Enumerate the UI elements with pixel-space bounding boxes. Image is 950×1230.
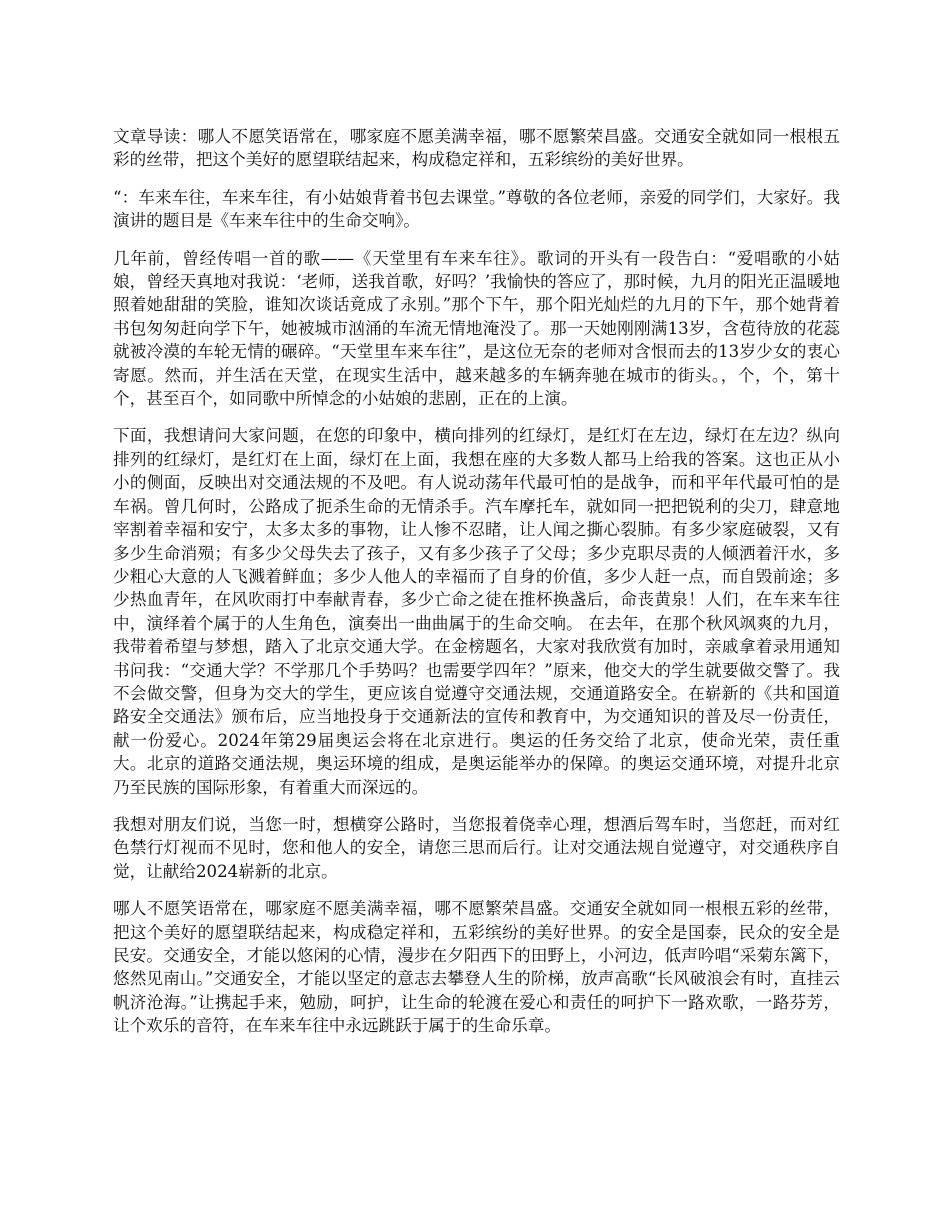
document-body — [113, 125, 840, 1052]
paragraph-greeting: “：车来车往，车来车往，有小姑娘背着书包去课堂。”尊敬的各位老师，亲爱的同学们，大家好。我演讲的题目是《车来车往中的生命交响》。 — [113, 187, 840, 231]
paragraph-story: 几年前，曾经传唱一首的歌——《天堂里有车来车往》。歌词的开头有一段告白：“爱唱歌的小姑娘，曾经天真地对我说：‘老师，送我首歌，好吗？’我愉快的答应了，那时候，九月的阳光正温暖地照着她甜甜的笑脸，谁知次谈话竟成了永别。”那个下午，那个阳光灿烂的九月的下午，那个她背着书包匆匆赶向学下午，她被城市汹涌的车流无情地淹没了。那一天她刚刚满13岁，含苞待放的花蕊就被冷漠的车轮无情的碾碎。“天堂里车来车往”，是这位无奈的老师对含恨而去的13岁少女的衷心寄愿。然而，并生活在天堂，在现实生活中，越来越多的车辆奔驰在城市的街头。，个，个，第十个，甚至百个，如同歌中所悼念的小姑娘的悲剧，正在的上演。 — [113, 248, 840, 409]
paragraph-intro: 文章导读：哪人不愿笑语常在，哪家庭不愿美满幸福，哪不愿繁荣昌盛。交通安全就如同一根根五彩的丝带，把这个美好的愿望联结起来，构成稳定祥和，五彩缤纷的美好世界。 — [113, 127, 840, 170]
paragraph-conclusion: 哪人不愿笑语常在，哪家庭不愿美满幸福，哪不愿繁荣昌盛。交通安全就如同一根根五彩的丝带，把这个美好的愿望联结起来，构成稳定祥和，五彩缤纷的美好世界。的安全是国泰，民众的安全是民安。交通安全，才能以悠闲的心情，漫步在夕阳西下的田野上，小河边，低声吟唱“采菊东篱下，悠然见南山。”交通安全，才能以坚定的意志去攀登人生的阶梯，放声高歌“长风破浪会有时，直挂云帆济沧海。”让携起手来，勉励，呵护，让生命的轮渡在爱心和责任的呵护下一路欢歌，一路芬芳，让个欢乐的音符，在车来车往中永远跳跃于属于的生命乐章。 — [113, 899, 840, 1036]
paragraph-appeal: 我想对朋友们说，当您一时，想横穿公路时，当您报着侥幸心理，想酒后驾车时，当您赶，而对红色禁行灯视而不见时，您和他人的安全，请您三思而后行。让对交通法规自觉遵守，对交通秩序自觉，让献给2024崭新的北京。 — [113, 814, 840, 881]
paragraph-question: 下面，我想请问大家问题，在您的印象中，横向排列的红绿灯，是红灯在左边，绿灯在左边？纵向排列的红绿灯，是红灯在上面，绿灯在上面，我想在座的大多数人都马上给我的答案。这也正从小小的侧面，反映出对交通法规的不及吧。有人说动荡年代最可怕的是战争，而和平年代最可怕的是车祸。曾几何时，公路成了扼杀生命的无情杀手。汽车摩托车，就如同一把把锐利的尖刀，肆意地宰割着幸福和安宁，太多太多的事物，让人惨不忍睹，让人闻之撕心裂肺。有多少家庭破裂，又有多少生命消殒；有多少父母失去了孩子，又有多少孩子了父母；多少克职尽责的人倾洒着汗水，多少粗心大意的人飞溅着鲜血；多少人他人的幸福而了自身的价值，多少人赶一点，而自毁前途；多少热血青年，在风吹雨打中奉献青春，多少亡命之徒在推杯换盏后，命丧黄泉！人们，在车来车往中，演绎着个属于的人生角色，演奏出一曲曲属于的生命交响。 在去年，在那个秋风飒爽的九月，我带着希望与梦想，踏入了北京交通大学。在金榜题名，大家对我欣赏有加时，亲戚拿着录用通知书问我：“交通大学？不学那几个手势吗？也需要学四年？”原来，他交大的学生就要做交警了。我不会做交警，但身为交大的学生，更应该自觉遵守交通法规，交通道路安全。在崭新的《共和国道路安全交通法》颁布后，应当地投身于交通新法的宣传和教育中，为交通知识的普及尽一份责任，献一份爱心。2024年第29届奥运会将在北京进行。奥运的任务交给了北京，使命光荣，责任重大。北京的道路交通法规，奥运环境的组成，是奥运能举办的保障。的奥运交通环境，对提升北京乃至民族的国际形象，有着重大而深远的。 — [113, 426, 840, 797]
